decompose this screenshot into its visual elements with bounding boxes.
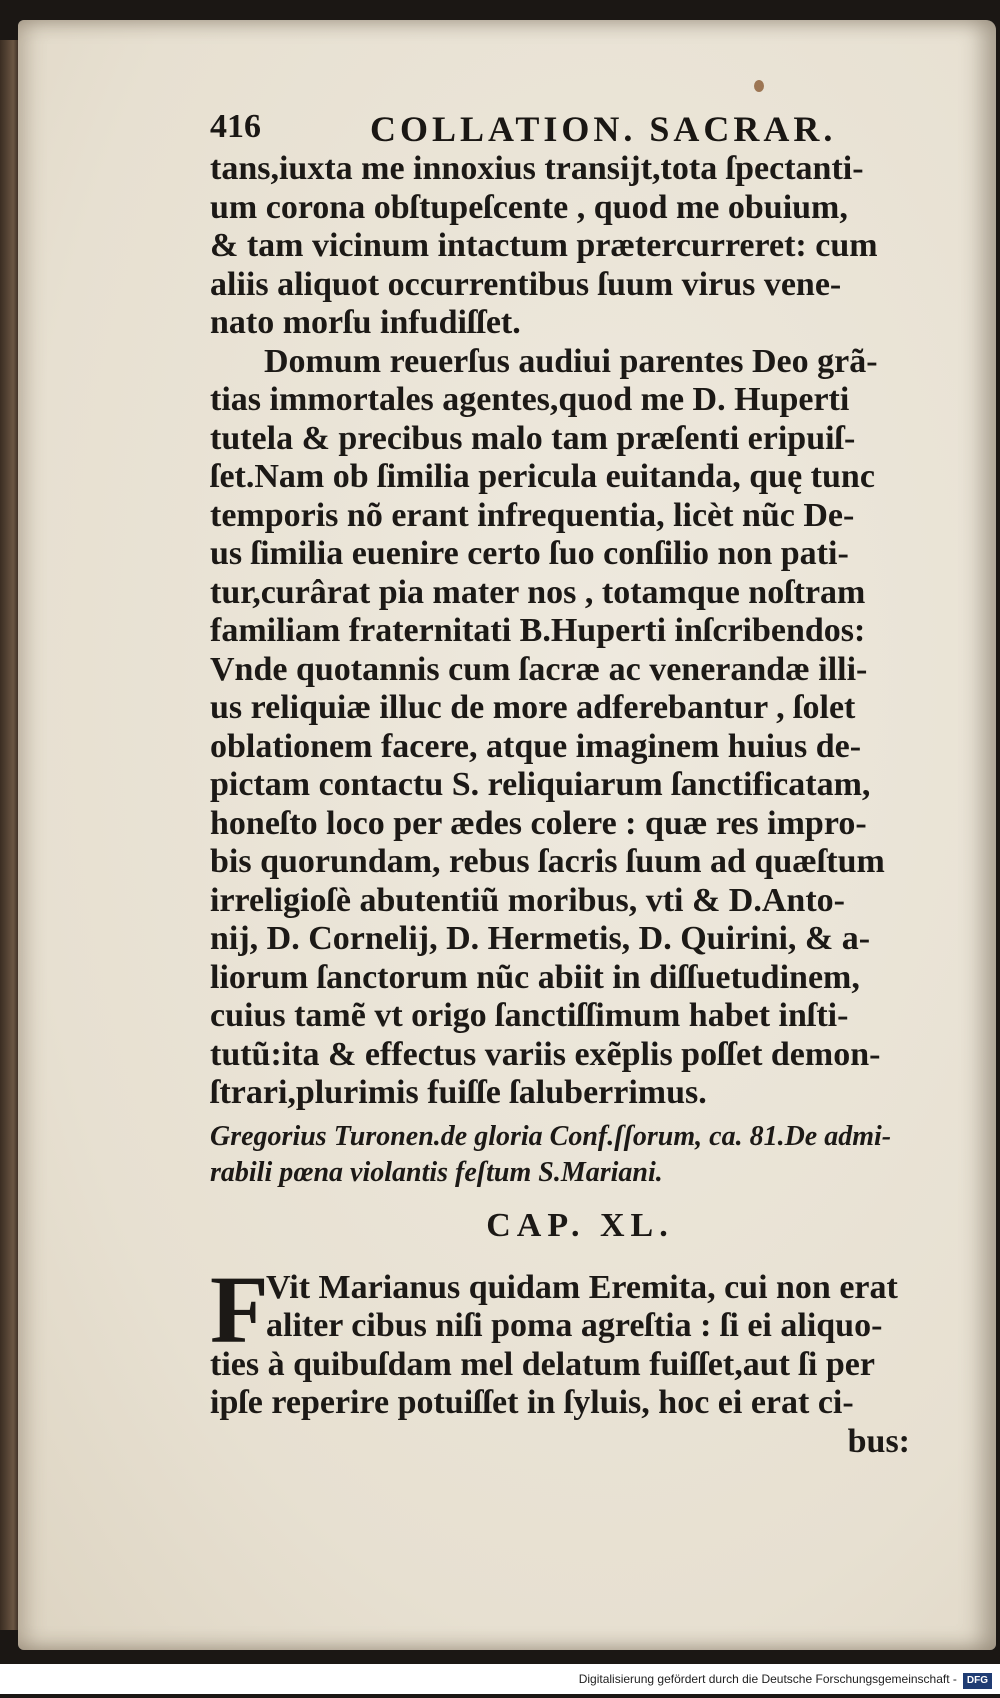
chapter-paragraph [210,1255,950,1462]
text-line: tans,iuxta me innoxius transijt,tota ſpectanti- [210,150,864,187]
page-number: 416 [210,108,261,145]
page-text [210,150,950,1461]
text-line: pictam contactu S. reliquiarum ſanctificatam, [210,766,871,803]
text-line: us ſimilia euenire certo ſuo conſilio non pati- [210,535,849,572]
page-stain [754,80,764,92]
text-line: ſet.Nam ob ſimilia pericula euitanda, quę tunc [210,458,875,495]
text-line: liorum ſanctorum nũc abiit in diſſuetudinem, [210,958,860,996]
catchword: bus: [847,1422,910,1460]
text-line: irreligioſè abutentiũ moribus, vti & D.Anto- [210,881,845,919]
text-line: aliis aliquot occurrentibus ſuum virus vene- [210,265,842,303]
paragraph-1 [210,150,950,343]
text-line: & tam vicinum intactum prætercurreret: cum [210,227,878,264]
text-line: ſtrari,plurimis fuiſſe ſaluberrimus. [210,1074,707,1111]
dfg-logo: DFG [963,1673,992,1689]
text-line: bis quorundam, rebus ſacris ſuum ad quæſtum [210,843,885,880]
text-line: tutela & precibus malo tam præſenti eripuiſ- [210,419,856,457]
text-line: oblationem facere, atque imaginem huius de- [210,727,862,765]
text-line: cuius tamẽ vt origo ſanctiſſimum habet inſti- [210,997,849,1034]
citation-line: Gregorius Turonen.de gloria Conf.ſſorum, ca. 81.De admi- [210,1120,892,1152]
footer-text: Digitalisierung gefördert durch die Deutsche Forschungsgemeinschaft - [578,1672,957,1686]
text-line: tutũ:ita & effectus variis exẽplis poſſet demon- [210,1035,881,1073]
text-line: nato morſu infudiſſet. [210,304,521,341]
text-line: Vit Marianus quidam Eremita, cui non erat [266,1268,898,1306]
text-line: honeſto loco per ædes colere : quæ res impro- [210,804,867,842]
text-line: familiam fraternitati B.Huperti inſcribendos: [210,612,866,649]
chapter-heading: CAP. XL. [486,1206,674,1244]
text-line: aliter cibus niſi poma agreſtia : ſi ei aliquo- [266,1307,883,1344]
text-line: temporis nõ erant infrequentia, licèt nũc De- [210,496,855,534]
citation-line: rabili pœna violantis feſtum S.Mariani. [210,1156,663,1188]
text-line: Domum reuerſus audiui parentes Deo grã- [264,342,878,380]
text-line: ipſe reperire potuiſſet in ſyluis, hoc ei erat ci- [210,1384,854,1421]
text-line: Vnde quotannis cum ſacræ ac venerandæ illi- [210,650,868,688]
text-line: tias immortales agentes,quod me D. Huperti [210,381,850,418]
source-citation [210,1119,950,1191]
digitization-footer [0,1664,1000,1694]
page-header [210,108,910,152]
text-line: nij, D. Cornelij, D. Hermetis, D. Quirini, & a- [210,920,871,957]
drop-capital: F [210,1255,269,1363]
text-line: ties à quibuſdam mel delatum fuiſſet,aut ſi per [210,1345,875,1383]
running-title: COLLATION. SACRAR. [370,109,837,149]
text-line: um corona obſtupeſcente , quod me obuium, [210,188,848,226]
text-line: us reliquiæ illuc de more adferebantur , ſolet [210,689,856,726]
paragraph-2 [210,343,950,1113]
text-line: tur,curârat pia mater nos , totamque noſtram [210,573,866,611]
